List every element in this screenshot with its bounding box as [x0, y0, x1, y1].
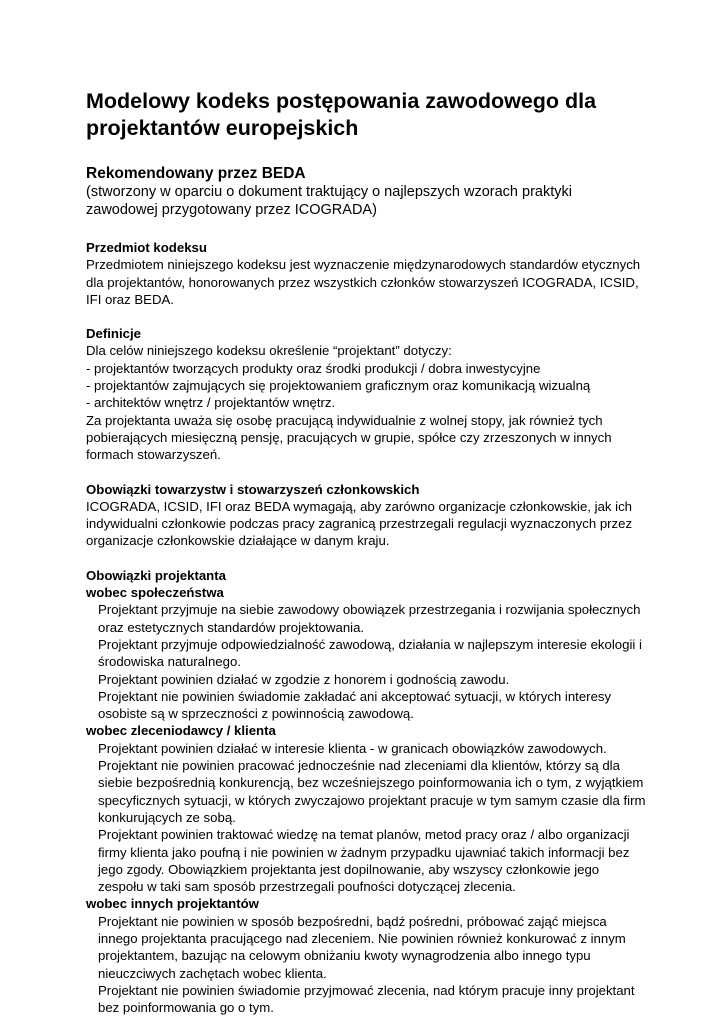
recommended-note: (stworzony w oparciu o dokument traktujący o najlepszych wzorach praktyki zawodowej przygotowany przez ICOGRADA)	[86, 184, 572, 218]
member-duties-text: ICOGRADA, ICSID, IFI oraz BEDA wymagają, aby zarówno organizacje członkowskie, jak ich indywidualni członkowie podczas pracy zagranicą przestrzegali regulacji wyznaczonych przez organizacje członkowskie działające w danym kraju.	[86, 498, 633, 549]
society-item: Projektant przyjmuje odpowiedzialność zawodową, działania w najlepszym interesie ekologii i środowiska naturalnego.	[98, 636, 642, 670]
definition-item: - architektów wnętrz / projektantów wnętrz.	[86, 395, 336, 411]
definition-item: - projektantów tworzących produkty oraz środki produkcji / dobra inwestycyjne	[86, 360, 541, 376]
member-duties-section	[86, 481, 646, 550]
client-item: Projektant powinien działać w interesie klienta - w granicach obowiązków zawodowych.	[98, 740, 607, 756]
designer-duties-heading: Obowiązki projektanta	[86, 567, 226, 583]
document-page	[86, 88, 646, 1016]
subject-text: Przedmiotem niniejszego kodeksu jest wyznaczenie międzynarodowych standardów etycznych dla projektantów, honorowanych przez wszystkich członków stowarzyszeń ICOGRADA, ICSID, IFI oraz BEDA.	[86, 257, 641, 307]
document-title: Modelowy kodeks postępowania zawodowego dla projektantów europejskich	[86, 89, 597, 140]
recommended-heading: Rekomendowany przez BEDA	[86, 165, 306, 182]
subject-section	[86, 239, 646, 308]
others-item: Projektant nie powinien świadomie przyjmować zlecenia, nad którym pracuje inny projektant bez poinformowania go o tym.	[98, 982, 635, 1016]
client-item: Projektant powinien traktować wiedzę na temat planów, metod pracy oraz / albo organizacji firmy klienta jako poufną i nie powinien w żadnym przypadku ujawniać takich informacji bez jego zgody. Obowiązkiem projektanta jest dopilnowanie, aby wszyscy członkowie jego zespołu w taki sam sposób przestrzegali poufności dotyczącej zlecenia.	[98, 827, 630, 895]
society-heading: wobec społeczeństwa	[86, 585, 224, 601]
subject-heading: Przedmiot kodeksu	[86, 240, 207, 255]
client-heading: wobec zleceniodawcy / klienta	[86, 723, 276, 739]
designer-duties-section	[86, 567, 646, 1017]
definitions-outro: Za projektanta uważa się osobę pracującą indywidualnie z wolnej stopy, jak również tych pobierających miesięczną pensję, pracujących w grupie, spółce czy zrzeszonych w innych formach stowarzyszeń.	[86, 412, 612, 463]
member-duties-heading: Obowiązki towarzystw i stowarzyszeń członkowskich	[86, 481, 420, 497]
society-item: Projektant nie powinien świadomie zakładać ani akceptować sytuacji, w których interesy osobiste są w sprzeczności z powinnością zawodową.	[98, 688, 612, 722]
definitions-section	[86, 325, 646, 463]
others-heading: wobec innych projektantów	[86, 896, 259, 912]
others-item: Projektant nie powinien w sposób bezpośredni, bądź pośredni, próbować zająć miejsca innego projektanta pracującego nad zleceniem. Nie powinien również konkurować z innym projektantem, bazując na celowym obniżaniu kwoty wynagrodzenia albo innego typu nieuczciwych zachętach wobec klienta.	[98, 913, 626, 981]
definition-item: - projektantów zajmujących się projektowaniem graficznym oraz komunikacją wizualną	[86, 378, 591, 394]
society-item: Projektant przyjmuje na siebie zawodowy obowiązek przestrzegania i rozwijania społecznych oraz estetycznych standardów projektowania.	[98, 602, 641, 635]
definitions-heading: Definicje	[86, 326, 141, 342]
definitions-intro: Dla celów niniejszego kodeksu określenie “projektant” dotyczy:	[86, 343, 452, 359]
client-item: Projektant nie powinien pracować jednocześnie nad zleceniami dla klientów, którzy są dla siebie bezpośrednią konkurencją, bez wcześniejszego poinformowania ich o tym, z wyjątkiem specyficznych sytuacji, w których zwyczajowo projektant pracuje w tym samym czasie dla firm konkurujących ze sobą.	[98, 758, 646, 825]
society-item: Projektant powinien działać w zgodzie z honorem i godnością zawodu.	[98, 671, 510, 687]
